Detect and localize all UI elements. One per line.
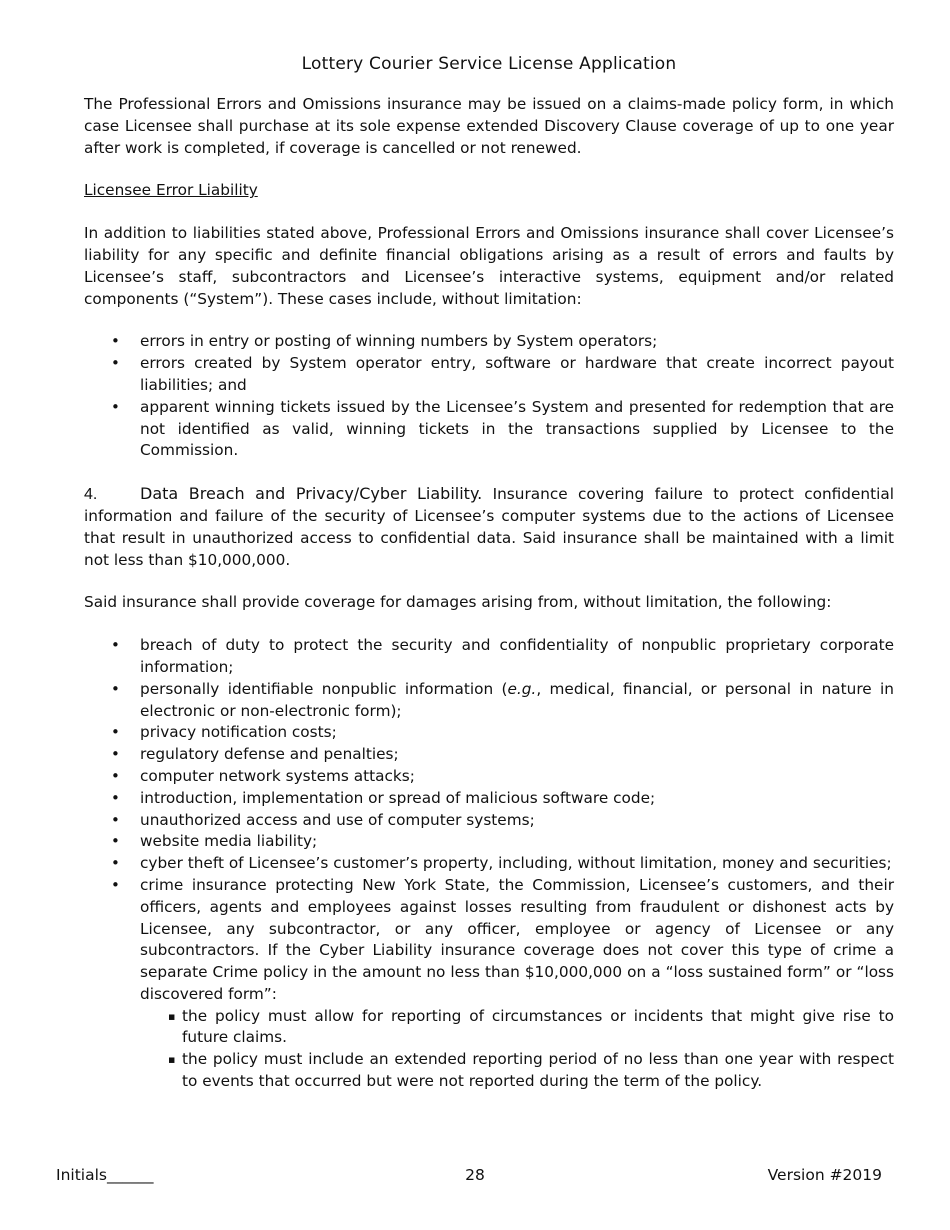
list-item: • privacy notification costs; [84, 722, 894, 744]
list-item: • errors created by System operator entry, software or hardware that create incorrect payout liabilities; and [84, 353, 894, 397]
licensee-error-list [84, 331, 894, 462]
coverage-intro: Said insurance shall provide coverage for damages arising from, without limitation, the following: [84, 593, 832, 612]
list-item: • website media liability; [84, 831, 894, 853]
crime-sub-list [140, 1006, 894, 1093]
section-4-paragraph [84, 483, 894, 571]
section-4-text: Insurance covering failure to protect confidential information and failure of the security of Licensee’s computer systems due to the actions of Licensee that result in unauthorized access to confidential data. Said insurance shall be maintained with a limit not less than $10,000,000. [84, 485, 894, 569]
list-item: • unauthorized access and use of computer systems; [84, 810, 894, 832]
list-item-crime [84, 875, 894, 1093]
footer-page-number: 28 [465, 1166, 485, 1184]
pii-eg: e.g. [507, 679, 537, 698]
list-item: • apparent winning tickets issued by the Licensee’s System and presented for redemption that are not identified as valid, winning tickets in the transactions supplied by Licensee to the Commission. [84, 397, 894, 462]
claims-made-paragraph: The Professional Errors and Omissions insurance may be issued on a claims-made policy form, in which case Licensee shall purchase at its sole expense extended Discovery Clause coverage of up to one year after work is completed, if coverage is cancelled or not renewed. [84, 95, 894, 157]
list-item: • regulatory defense and penalties; [84, 744, 894, 766]
footer-version: Version #2019 [767, 1166, 882, 1184]
list-item-pii [84, 679, 894, 723]
document-page [84, 54, 894, 1093]
list-item: • cyber theft of Licensee’s customer’s property, including, without limitation, money and securities; [84, 853, 894, 875]
footer-initials: Initials______ [56, 1166, 154, 1184]
list-item: • errors in entry or posting of winning numbers by System operators; [84, 331, 894, 353]
coverage-list [84, 635, 894, 1093]
sub-list-item: ▪ the policy must allow for reporting of circumstances or incidents that might give rise to future claims. [140, 1006, 894, 1050]
licensee-error-heading-wrap [84, 180, 894, 202]
list-item: • computer network systems attacks; [84, 766, 894, 788]
pii-after: , medical, financial, or personal in nature in electronic or non-electronic form); [140, 679, 894, 720]
crime-text: crime insurance protecting New York State, the Commission, Licensee’s customers, and their officers, agents and employees against losses resulting from fraudulent or dishonest acts by Licensee, any subcontractor, or any officer, employee or agency of Licensee or any subcontractors. If the Cyber Liability insurance coverage does not cover this type of crime a separate Crime policy in the amount no less than $10,000,000 on a “loss sustained form” or “loss discovered form”: [140, 875, 894, 1003]
section-heading: Data Breach and Privacy/Cyber Liability. [140, 484, 483, 504]
pii-before: personally identifiable nonpublic information ( [140, 679, 508, 698]
page-title: Lottery Courier Service License Application [301, 54, 677, 74]
section-number: 4. [84, 486, 98, 504]
licensee-error-heading: Licensee Error Liability [84, 181, 258, 200]
sub-list-item: ▪ the policy must include an extended reporting period of no less than one year with respect to events that occurred but were not reported during the term of the policy. [140, 1049, 894, 1093]
licensee-error-intro: In addition to liabilities stated above, Professional Errors and Omissions insurance shall cover Licensee’s liability for any specific and definite financial obligations arising as a result of errors and faults by Licensee’s staff, subcontractors and Licensee’s interactive systems, equipment and/or related components (“System”). These cases include, without limitation: [84, 224, 894, 308]
list-item: • breach of duty to protect the security and confidentiality of nonpublic proprietary corporate information; [84, 635, 894, 679]
list-item: • introduction, implementation or spread of malicious software code; [84, 788, 894, 810]
